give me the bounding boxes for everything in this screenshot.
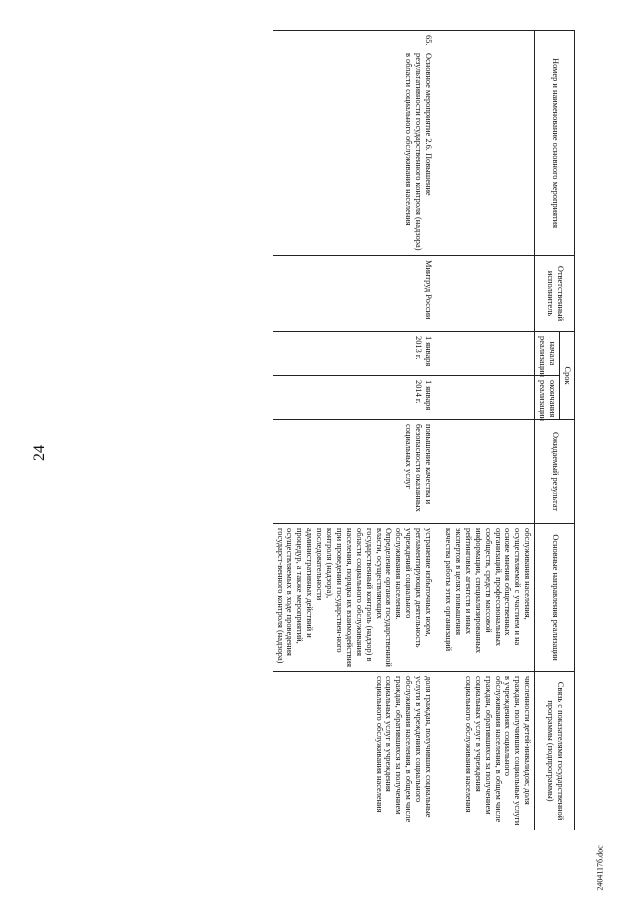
header-number-name: Номер и наименование основного мероприятия (535, 31, 575, 256)
table-row (273, 31, 442, 831)
cell-responsible (441, 256, 535, 332)
cell-number-name (273, 31, 442, 256)
row-number: 65. (424, 35, 434, 46)
cell-link: доля граждан, получивших социальные услуги в учреждениях социального обслуживания населения, в общем числе граждан, обратившихся за получением социальных услуг в учреждения социального обслуживания населения (273, 672, 442, 831)
row-title: Основное мероприятие 2.6. Повышение результативности государственного контроля (надзора) в области социального обслуживания населения (404, 53, 434, 251)
header-term-end: окончания реализации (535, 376, 560, 420)
table-header (535, 31, 575, 831)
cell-end: 1 января 2014 г. (273, 376, 442, 420)
cell-start: 1 января 2013 г. (273, 332, 442, 376)
header-term: Срок (560, 332, 575, 420)
cell-number-name (441, 31, 535, 256)
cell-result (441, 420, 535, 524)
header-term-start: начала реализации (535, 332, 560, 376)
measures-table (273, 30, 575, 830)
page-number: 24 (31, 445, 48, 461)
cell-link: численности детей-инвалидов; доля граждан, получивших социальные услуги в учреждениях социального обслуживания населения, в общем числе граждан, обратившихся за получением социальных услуг в учреждения социального обслуживания населения (441, 672, 535, 831)
header-responsible: Ответственный исполнитель (535, 256, 575, 332)
header-link-indicators: Связь с показателями государственной программы (подпрограммы) (535, 672, 575, 831)
header-main-directions: Основные направления реализации (535, 524, 575, 672)
cell-directions: устранение избыточных норм, регламентирующих деятельность учреждений социального обслуживания населения. Определение органов государственной власти, осуществляющих государственный контроль (надзор) в области социального обслуживания населения, порядка их взаимодействия при проведении государствен-ного контроля (надзора), последовательности административных действий и процедур, а также мероприятий, осуществляемых в ходе проведения государст-венного контроля (надзора) (273, 524, 442, 672)
cell-start (441, 332, 535, 376)
rotated-table-container (65, 30, 575, 830)
page-content (65, 30, 575, 830)
table-row (441, 31, 535, 831)
header-expected-result: Ожидаемый результат (535, 420, 575, 524)
cell-responsible: Минтруд России (273, 256, 442, 332)
document-id: 2404117б.doc (595, 845, 605, 891)
cell-directions: обслуживания населения, осуществляемой с участием и на основе мнения общественных организаций, профессиональных сообществ, средств массовой информации, специализированных рейтинговых агентств и иных экспертов в целях повышения качества работы этих организаций (441, 524, 535, 672)
cell-end (441, 376, 535, 420)
cell-result: повышение качества и безопасности оказанных социальных услуг (273, 420, 442, 524)
